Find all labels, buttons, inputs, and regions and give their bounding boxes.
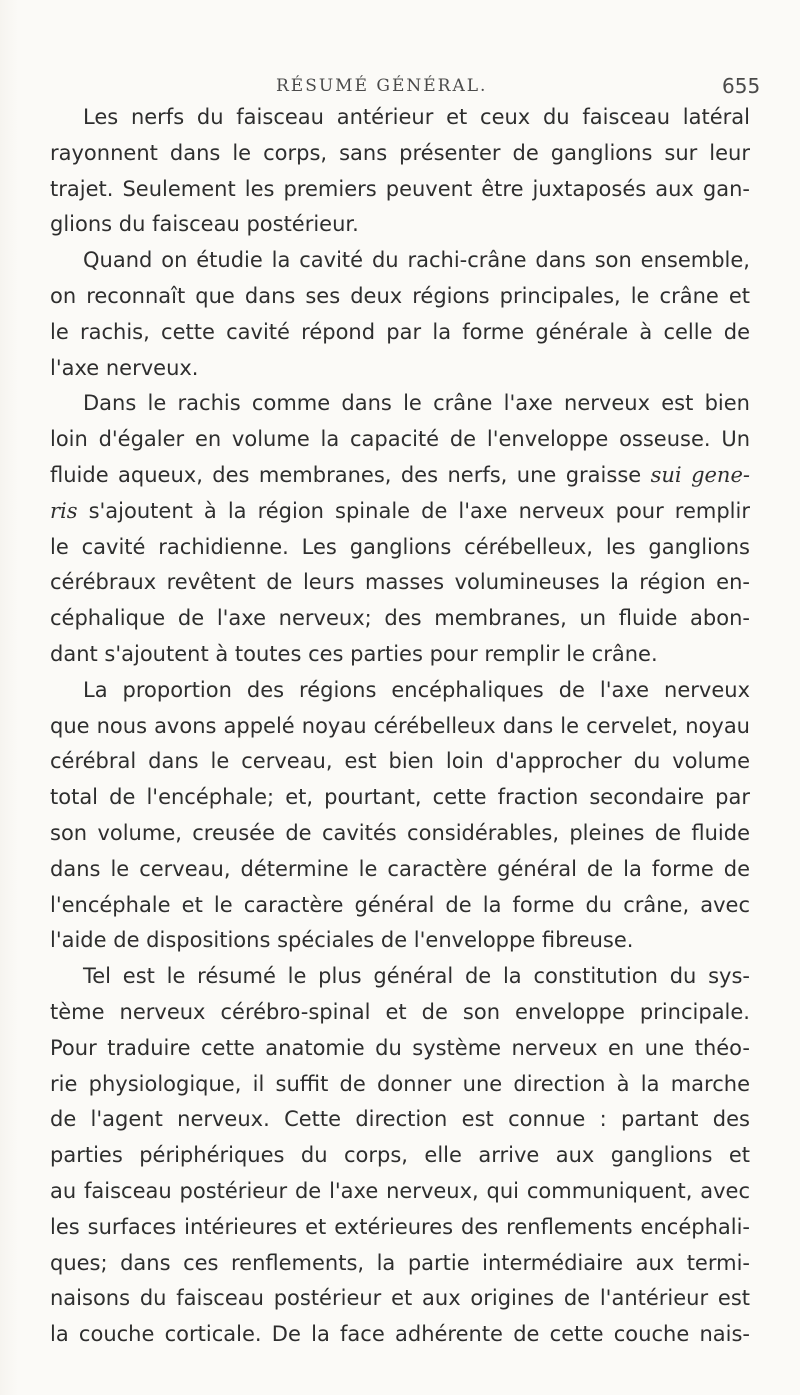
line-text: tème nerveux cérébro-spinal et de son enveloppe principale. — [50, 999, 750, 1024]
line-text: ques; dans ces renflements, la partie intermédiaire aux termi- — [50, 1250, 750, 1275]
text-line — [50, 1067, 750, 1103]
text-line — [50, 780, 750, 816]
text-line — [50, 565, 750, 601]
line-text: trajet. Seulement les premiers peuvent être juxtaposés aux gan- — [50, 176, 750, 201]
line-text: La proportion des régions encéphaliques de l'axe nerveux — [83, 677, 750, 702]
body-text — [50, 100, 750, 1353]
line-text: rie physiologique, il suffit de donner une direction à la marche — [50, 1071, 750, 1096]
line-text: glions du faisceau postérieur. — [50, 212, 359, 237]
line-text: les surfaces intérieures et extérieures des renflements encéphali- — [50, 1214, 750, 1239]
text-line — [50, 1281, 750, 1317]
line-text: rayonnent dans le corps, sans présenter de ganglions sur leur — [50, 140, 750, 165]
text-line — [50, 959, 750, 995]
text-line — [50, 637, 750, 673]
text-line — [50, 673, 750, 709]
text-line — [50, 709, 750, 745]
text-line — [50, 1102, 750, 1138]
line-text: loin d'égaler en volume la capacité de l'enveloppe osseuse. Un — [50, 427, 750, 452]
text-line — [50, 351, 750, 387]
line-text: Tel est le résumé le plus général de la constitution du sys- — [83, 964, 750, 989]
page-number: 655 — [722, 74, 761, 98]
running-head: RÉSUMÉ GÉNÉRAL. — [276, 76, 488, 96]
line-text: dans le cerveau, détermine le caractère général de la forme de — [50, 856, 750, 881]
text-line — [50, 530, 750, 566]
line-text: s'ajoutent à la région spinale de l'axe nerveux pour remplir — [88, 498, 750, 523]
line-text: le rachis, cette cavité répond par la forme générale à celle de — [50, 319, 750, 344]
line-text: fluide aqueux, des membranes, des nerfs, une graisse — [50, 462, 642, 487]
line-text: que nous avons appelé noyau cérébelleux dans le cervelet, noyau — [50, 713, 750, 738]
line-text: l'axe nerveux. — [50, 355, 199, 380]
text-line — [50, 888, 750, 924]
line-text: l'encéphale et le caractère général de la forme du crâne, avec — [50, 892, 750, 917]
text-line — [50, 601, 750, 637]
line-text: Dans le rachis comme dans le crâne l'axe nerveux est bien — [83, 391, 750, 416]
line-text: au faisceau postérieur de l'axe nerveux, qui communiquent, avec — [50, 1178, 750, 1203]
text-line — [50, 1174, 750, 1210]
line-text: naisons du faisceau postérieur et aux origines de l'antérieur est — [50, 1286, 750, 1311]
text-line — [50, 172, 750, 208]
text-line — [50, 207, 750, 243]
line-text: le cavité rachidienne. Les ganglions cérébelleux, les ganglions — [50, 534, 750, 559]
line-text: dant s'ajoutent à toutes ces parties pour remplir le crâne. — [50, 641, 658, 666]
page-binding-edge — [0, 0, 18, 1395]
line-text: céphalique de l'axe nerveux; des membranes, un fluide abon- — [50, 606, 750, 631]
text-line — [50, 243, 750, 279]
text-line — [50, 1317, 750, 1353]
line-text: Quand on étudie la cavité du rachi-crâne dans son ensemble, — [83, 248, 750, 273]
text-line — [50, 458, 750, 494]
text-line — [50, 923, 750, 959]
line-text: parties périphériques du corps, elle arrive aux ganglions et — [50, 1143, 750, 1168]
text-line — [50, 315, 750, 351]
text-line — [50, 386, 750, 422]
text-line — [50, 995, 750, 1031]
text-line — [50, 852, 750, 888]
text-line — [50, 1138, 750, 1174]
italic-phrase: ris — [50, 498, 78, 523]
line-text: total de l'encéphale; et, pourtant, cette fraction secondaire par — [50, 785, 750, 810]
text-line — [50, 494, 750, 530]
line-text: Les nerfs du faisceau antérieur et ceux du faisceau latéral — [83, 105, 750, 129]
text-line — [50, 744, 750, 780]
line-text: de l'agent nerveux. Cette direction est connue : partant des — [50, 1107, 750, 1132]
line-text: Pour traduire cette anatomie du système nerveux en une théo- — [50, 1035, 750, 1060]
text-line — [50, 422, 750, 458]
line-text: on reconnaît que dans ses deux régions principales, le crâne et — [50, 283, 750, 308]
text-line — [50, 816, 750, 852]
text-line — [50, 136, 750, 172]
text-line — [50, 279, 750, 315]
line-text: son volume, creusée de cavités considérables, pleines de fluide — [50, 820, 750, 845]
text-line — [50, 1210, 750, 1246]
line-text: cérébraux revêtent de leurs masses volumineuses la région en- — [50, 570, 750, 595]
text-line — [50, 100, 750, 136]
line-text: la couche corticale. De la face adhérente de cette couche nais- — [50, 1322, 750, 1347]
italic-phrase: sui gene- — [650, 462, 750, 487]
text-line — [50, 1246, 750, 1282]
line-text: cérébral dans le cerveau, est bien loin d'approcher du volume — [50, 749, 750, 774]
line-text: l'aide de dispositions spéciales de l'enveloppe fibreuse. — [50, 928, 634, 953]
text-line — [50, 1031, 750, 1067]
